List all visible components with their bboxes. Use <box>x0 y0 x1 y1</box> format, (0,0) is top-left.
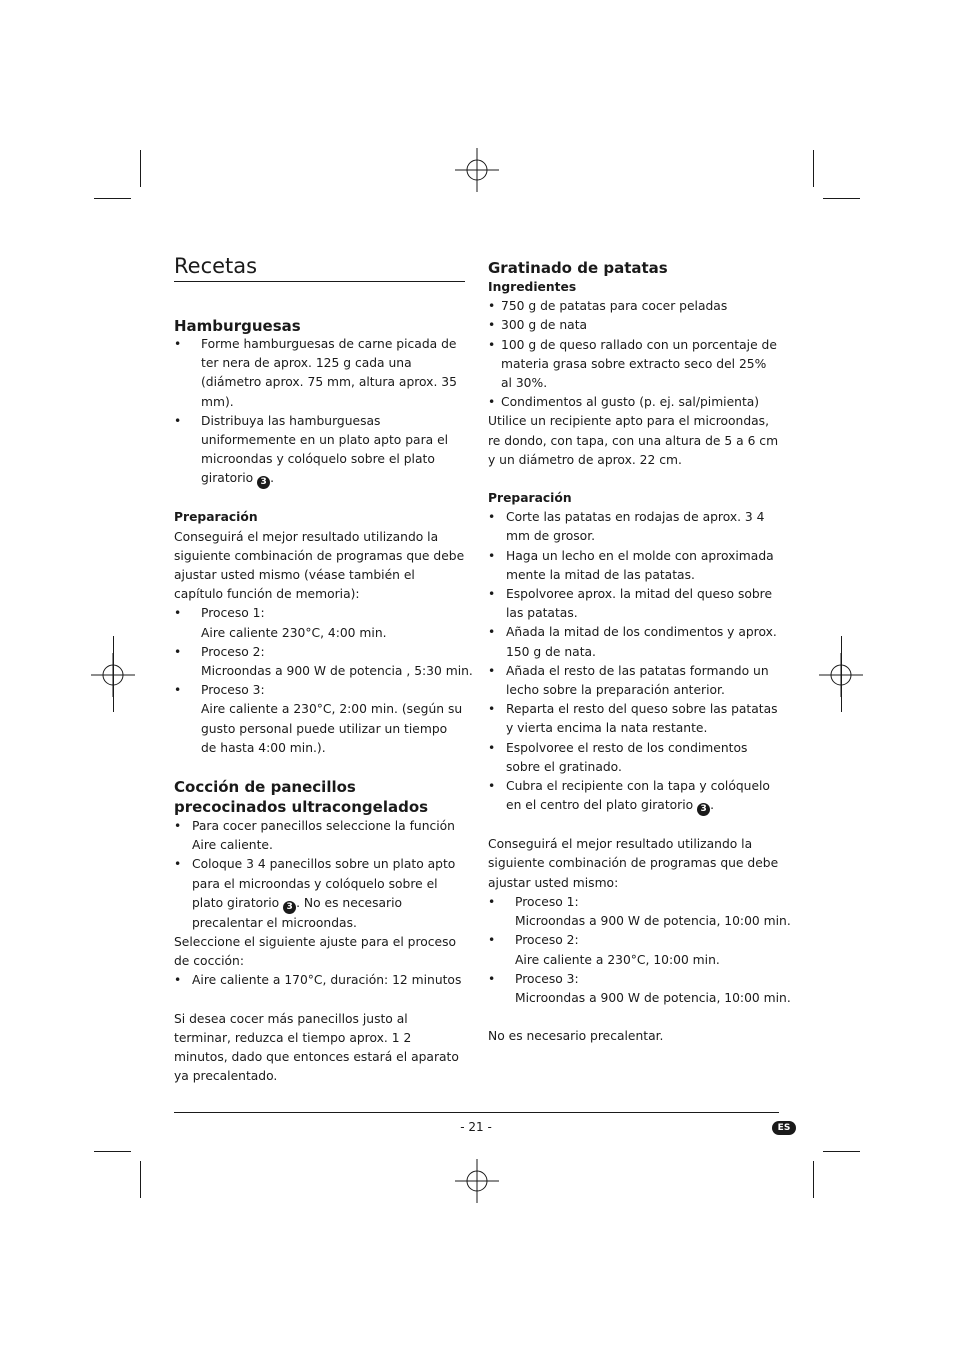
turntable-number-badge: 3 <box>697 803 710 816</box>
section-heading-hamburguesas: Hamburguesas <box>174 317 301 335</box>
crop-mark <box>823 1151 860 1152</box>
list-item: • Haga un lecho en el molde con aproximada mente la mitad de las patatas. <box>488 548 774 582</box>
process-list <box>488 893 791 1008</box>
list-item: • Condimentos al gusto (p. ej. sal/pimienta) <box>488 395 760 410</box>
list-item: • 100 g de queso rallado con un porcentaje de materia grasa sobre extracto seco del 25% al 30%. <box>488 337 777 391</box>
crop-mark <box>841 636 842 712</box>
ingredientes-heading: Ingredientes <box>488 280 577 294</box>
list-item: • Cubra el recipiente con la tapa y colóquelo en el centro del plato giratorio 3 . <box>488 779 770 815</box>
process-list <box>174 604 473 758</box>
list-item: • Para cocer panecillos seleccione la función Aire caliente. <box>174 819 455 853</box>
list-item: • Espolvoree el resto de los condimentos sobre el gratinado. <box>488 740 748 774</box>
container-text: Utilice un recipiente apto para el microondas, re dondo, con tapa, con una altura de 5 a 6 cm y un diámetro de aprox. 22 cm. <box>488 414 779 467</box>
select-setting-text: Seleccione el siguiente ajuste para el proceso de cocción: <box>174 935 457 969</box>
list-item: • Proceso 1: Aire caliente 230°C, 4:00 min. <box>174 606 387 640</box>
list-item: • Coloque 3 4 panecillos sobre un plato apto para el microondas y colóquelo sobre el plato giratorio 3 . No es necesario precalentar el microondas. <box>174 857 456 930</box>
preparacion-heading: Preparación <box>174 510 258 525</box>
prep-intro-text: Conseguirá el mejor resultado utilizando la siguiente combinación de programas que debe ajustar usted mismo (véase también el capítulo función de memoria): <box>174 529 465 602</box>
crop-mark <box>94 1151 131 1152</box>
setting-list <box>174 971 466 990</box>
right-column <box>488 252 791 1046</box>
crop-mark <box>813 1161 814 1198</box>
crop-mark <box>140 150 141 187</box>
list-item: • Proceso 2: Aire caliente a 230°C, 10:00 min. <box>488 933 720 967</box>
section-heading-coccion: Cocción de panecillos precocinados ultracongelados <box>174 778 429 817</box>
list-item: • Proceso 1: Microondas a 900 W de potencia, 10:00 min. <box>488 894 791 929</box>
list-item: • Forme hamburguesas de carne picada de ter nera de aprox. 125 g cada una (diámetro aprox. 75 mm, altura aprox. 35 mm). <box>174 337 457 409</box>
crop-mark <box>140 1161 141 1198</box>
best-result-text: Conseguirá el mejor resultado utilizando la siguiente combinación de programas que debe ajustar usted mismo: <box>488 837 779 890</box>
list-item: • 750 g de patatas para cocer peladas <box>488 299 728 314</box>
coccion-list <box>174 817 466 933</box>
list-item: • Proceso 2: Microondas a 900 W de potencia , 5:30 min. <box>174 644 473 679</box>
steps-list <box>488 508 780 816</box>
ingredients-list <box>488 297 780 412</box>
crop-mark <box>823 198 860 199</box>
list-item: • Proceso 3: Microondas a 900 W de potencia, 10:00 min. <box>488 971 791 1005</box>
list-item: • 300 g de nata <box>488 318 588 333</box>
list-item: • Reparta el resto del queso sobre las patatas y vierta encima la nata restante. <box>488 702 778 736</box>
crop-mark <box>94 198 131 199</box>
no-preheat-text: No es necesario precalentar. <box>488 1029 664 1044</box>
registration-mark-icon <box>455 1159 499 1203</box>
page-title: Recetas <box>174 252 465 282</box>
footer-divider <box>174 1112 779 1113</box>
hamburguesas-list <box>174 335 466 489</box>
turntable-number-badge: 3 <box>283 901 296 914</box>
section-heading-gratinado: Gratinado de patatas <box>488 259 668 277</box>
left-column <box>174 252 473 1087</box>
registration-mark-icon <box>455 148 499 192</box>
list-item: • Espolvoree aprox. la mitad del queso sobre las patatas. <box>488 587 773 621</box>
crop-mark <box>813 150 814 187</box>
language-badge: ES <box>772 1121 796 1135</box>
page-number: - 21 - <box>460 1120 492 1134</box>
list-item: • Distribuya las hamburguesas uniformemente en un plato apto para el microondas y colóquelo sobre el plato giratorio 3 . <box>174 413 449 488</box>
preparacion-heading: Preparación <box>488 491 572 506</box>
crop-mark <box>113 636 114 712</box>
closing-text: Si desea cocer más panecillos justo al terminar, reduzca el tiempo aprox. 1 2 minutos, dado que entonces estará el aparato ya precalentado. <box>174 1011 459 1084</box>
list-item: • Corte las patatas en rodajas de aprox. 3 4 mm de grosor. <box>488 510 765 544</box>
turntable-number-badge: 3 <box>257 476 270 489</box>
list-item: • Aire caliente a 170°C, duración: 12 minutos <box>174 973 462 988</box>
list-item: • Añada el resto de las patatas formando un lecho sobre la preparación anterior. <box>488 663 769 698</box>
list-item: • Añada la mitad de los condimentos y aprox. 150 g de nata. <box>488 625 777 659</box>
list-item: • Proceso 3: Aire caliente a 230°C, 2:00 min. (según su gusto personal puede utilizar un tiempo de hasta 4:00 min.). <box>174 683 463 755</box>
